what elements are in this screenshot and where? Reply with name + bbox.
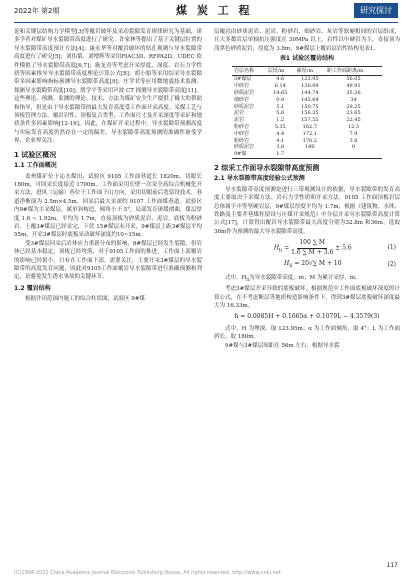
table-cell: 7.9 [349,130,358,137]
table-cell: 14.65 [273,90,288,97]
eq3-text: h = 0.0085H + 0.1665α + 0.1079L − 4.3579(3) [234,313,380,321]
header-divider [14,22,398,23]
table-cell: 1.7 [266,151,295,158]
table-cell: 35.26 [346,90,361,97]
equation-3-note: 式中，H 为埋深，取 123.95m；α 为工作面倾角，取 4°；L 为工作面斜长，取 180m。 [214,325,400,341]
section-heading-2-1: 2.1 导水裂隙带高度经验公式预测 [214,175,305,183]
table-row [232,117,382,124]
page-number: 117 [386,562,398,569]
table-row [232,97,382,104]
rock-structure-table [232,66,382,159]
table-cell: 56.05 [346,76,361,83]
equation-1: $H_{li}$ = $\frac{100 \sum M}{1.6 \sum M + 3.6}$ ± 5.6 (1) [273,239,396,256]
table-cell: 4.4 [276,130,285,137]
table-header-cell: 岩层名称 [232,66,266,76]
eq1-number: (1) [387,243,396,251]
section-heading-1: 1 试验区概况 [14,150,57,159]
table-cell: 6.14 [274,83,286,90]
table-cell: 162.7 [302,124,317,130]
eq2-lhs: H [283,260,290,268]
table-cell: 156.35 [301,110,319,117]
table-cell: 3#煤层 [234,76,252,83]
table-cell: 1.2 [276,117,285,124]
table-row [232,90,382,97]
table-row [232,83,382,90]
table-cell: 145.64 [301,96,319,103]
table-row [232,76,382,83]
table-header-cell: 距工作面距离/m [325,66,382,76]
eq-note-a: 式中，H [225,274,247,281]
table-cell: 4.1 [276,137,285,144]
table-cell: 12.3 [347,124,360,130]
paragraph-1-2: 根据井田范围内施工的综合柱状图，试验区 9#煤 [25,296,145,303]
table-cell: 23.65 [346,110,361,117]
table-header-row [232,66,382,76]
page-header [0,0,412,26]
issue-label: 2022年 第2期 [14,7,60,15]
table-cell: 49.91 [346,83,361,90]
table-cell: 粉砂岩 [234,137,250,144]
table-cell: 3.8 [349,137,358,144]
table-cell: 粉砂岩 [234,124,250,130]
eq1-denominator: 1.6 ∑ M + 3.6 [291,248,334,256]
left-column [14,28,202,304]
table-header-cell: 层厚/m [266,66,295,76]
table-cell: 180 [305,144,315,151]
paragraph-1-1b: 受3#煤层回采后岩体应力重新分布的影响，9#煤层已经发生裂隙，但岩体已经基本稳定，顶板已经垮落，对于9105工作面的推进，工作面上部覆岩的影响已经很小，只有在工作面下部，需要关注，主要开采3#煤层的导水裂隙带的高度发育问题，因此对9105工作面覆岩导水裂隙带进行准确预测和判定，是避免发生透水事故的关键环节。 [14,240,202,281]
paragraph-2-1b: 考虑3#煤层开采导致的底板破坏，根据规范中工作面底板破坏深度的计算公式，在不考虑断层等地质构造影响条件下，得到3#煤层底板破坏深度最大为 16.33m。 [214,286,400,309]
eq2-rhs: = 20√∑ M + 10 [294,260,342,268]
table-cell: 砂质泥岩 [234,90,255,97]
table-cell: 9#煤 [232,151,266,158]
paragraph-1-1: 盖州煤矿位于沁水煤田，试验区 9105 工作面巷道长 1820m，切眼长 180m，可回采长度接近 1700m。工作面采用长壁一次采全高综合机械化开采方法，进风（运输）巷位于工作面下山方向，采用切眼前后宽留设技术，巷道净断面为 2.5m×4.5m，回采后最大采深约 9107 工作面煤巷道。试验区内9#煤为主采煤层，属单斜构造，倾角小于 5°，局部发育斑缓褶曲，煤层厚度 1.6 ~ 1.92m，平均为 1.7m，直接顶板为砂质泥岩、泥岩，底板为粉砂岩，上覆3#煤层已经采完，下伏 15#煤层未开采，9#煤层上距3#煤层平均 55m，开采3#煤层时底板采动破坏深度约10~15m。 [14,173,202,239]
eq1-numerator: 100 ∑ M [297,239,327,248]
table-cell: 172.1 [302,130,317,137]
table-cell [295,151,325,158]
table-cell: 157.55 [301,117,319,124]
eq1-sub: li [279,247,283,254]
table-row [232,138,382,145]
table-cell: 150.75 [301,103,319,110]
paragraph-last: 9#煤与3#煤层间距在 56m 左右，根据导水裂 [225,342,340,349]
section-heading-1-2: 1.2 覆岩结构 [14,284,51,292]
table-cell: 144.74 [301,90,319,97]
table-cell: 砂质泥岩 [234,144,255,151]
table-cell: 中砂岩 [234,83,250,90]
table-cell: 22.45 [346,117,361,124]
eq1-tail: ± 5.6 [335,244,352,252]
table-cell: 5.35 [274,124,286,130]
eq-note-b: 为导水裂隙带高度，m；M 为累计采厚，m。 [249,274,361,281]
table-cell: 0 [351,144,356,151]
journal-title: 煤 炭 工 程 [176,4,253,17]
copyright-footer: (C)1994-2022 China Academic Journal Electronic Publishing House. All rights reserved. http://www.cnki.net [14,570,281,576]
table-cell: 3.8 [276,144,285,151]
table-cell: 5.1 [276,103,285,110]
eq2-sub: li [289,263,293,270]
section-heading-1-1: 1.1 工作面概况 [14,162,57,170]
table-cell: 176.2 [302,137,317,144]
right-column [214,28,400,350]
table-cell: 130.09 [301,83,319,90]
intro-paragraph: 论和关键层结构力学模型[3]等覆岩破坏及采动裂隙发育规律研究为基础，诸多学者对煤矿导水裂隙带高度进行了研究。许家林等提出了基于关键层位置的导水裂隙带高度预计方法[4]；康永华等对覆岩破坏的钻孔观测与导水裂隙带高度进行了研究[5]；刘伟韬、刘增辉等采用FIAC3D、RFPA2D、UDEC 软件模拟了导水裂隙带高度[6,7]；施龙青等考虑开采厚度、深度、岩石力学性质等因素推导导水裂隙带高度理论计算公式[8]；胡小娟等采用综采导水裂隙带多因素影响指标预测导水裂隙带高度[9]；庄学君等应用微地震技术监测、探测导水裂隙带高度[10]；殷学平等采用声波 CT 探测导水裂隙带高度[11]。这些理论、预测、监测的理论、技术、方法为煤矿安全生产提供了极大的帮助和指导，但是由于导水裂隙带的最大发育高度受工作面开采高度、采煤工艺与顶板管理方法、覆岩岩性、顶板复合类型、工作面尺寸及开采深度等采矿和地质条件多因素影响[12-16]，因此，在煤矿开采过程中，导水裂隙带预测高度与实际发育高度仍然存在一定的偏差，导水裂隙带高度预测的准确性备受学界、企业界关注。 [14,29,202,145]
table-title: 表1 试验区覆岩结构 [279,55,335,63]
paragraph-2-1: 导水裂隙带高度预测是进行三带观测设计的依据，导水裂隙带的发育高度主要取决于采煤方法、岩石力学性质和开采方法。9105 工作面顶板岩层总体属于中等坚硬岩层，9#煤层厚度平均为 1.7m，根据《建筑物、水体、铁路及主要井巷煤柱留设与压煤开采规范》中分层开采导水裂隙带高度计算公式[17]，计算得出覆岩导水裂隙带最大高度分别为32.8m 和36m，选取36m作为预测的最大导水裂隙带高度。 [214,186,400,235]
table-cell: 29.25 [346,103,361,110]
table-row [232,104,382,111]
eq2-number: (2) [387,261,396,269]
paragraph-right-top: 层覆岩由砂质泥岩、泥岩、粉砂岩、细砂岩、灰岩等软硬相间的岩层组成，且大多数岩层单轴抗压强度在 30MPa 以上，岩性以中硬岩为主，直接顶为浅黑色砂质泥岩，厚度为 3.8m，9#煤层上覆岩层岩性结构见表1。 [214,29,400,52]
table-body [232,76,382,159]
table-cell: 泥岩 [234,110,245,117]
table-cell: 细砂岩 [234,96,250,103]
table-cell: 34 [350,96,357,103]
section-heading-2: 2 综采工作面导水裂隙带高度预测 [214,163,320,172]
table-cell: 123.95 [301,76,319,83]
table-cell: 4.6 [276,76,285,83]
table-cell: 0.9 [276,96,285,103]
table-cell: 5.6 [276,110,285,117]
table-row [232,110,382,117]
section-badge: 研究探讨 [354,3,398,18]
eq1-lhs: H [273,244,280,252]
table-row [232,131,382,138]
table-row [232,151,382,158]
table-row [232,124,382,131]
table-row [232,144,382,151]
table-header-cell: 累厚/m [295,66,325,76]
table-cell: 中砂岩 [234,130,250,137]
equation-note: 式中，$H_{li}$为导水裂隙带高度，m；M 为累计采厚，m。 [225,274,361,283]
table-cell: 泥岩 [234,117,245,124]
table-cell [325,151,382,158]
equation-2 [214,260,400,271]
table-cell: 砂质泥岩 [234,103,255,110]
equation-3 [214,313,400,321]
